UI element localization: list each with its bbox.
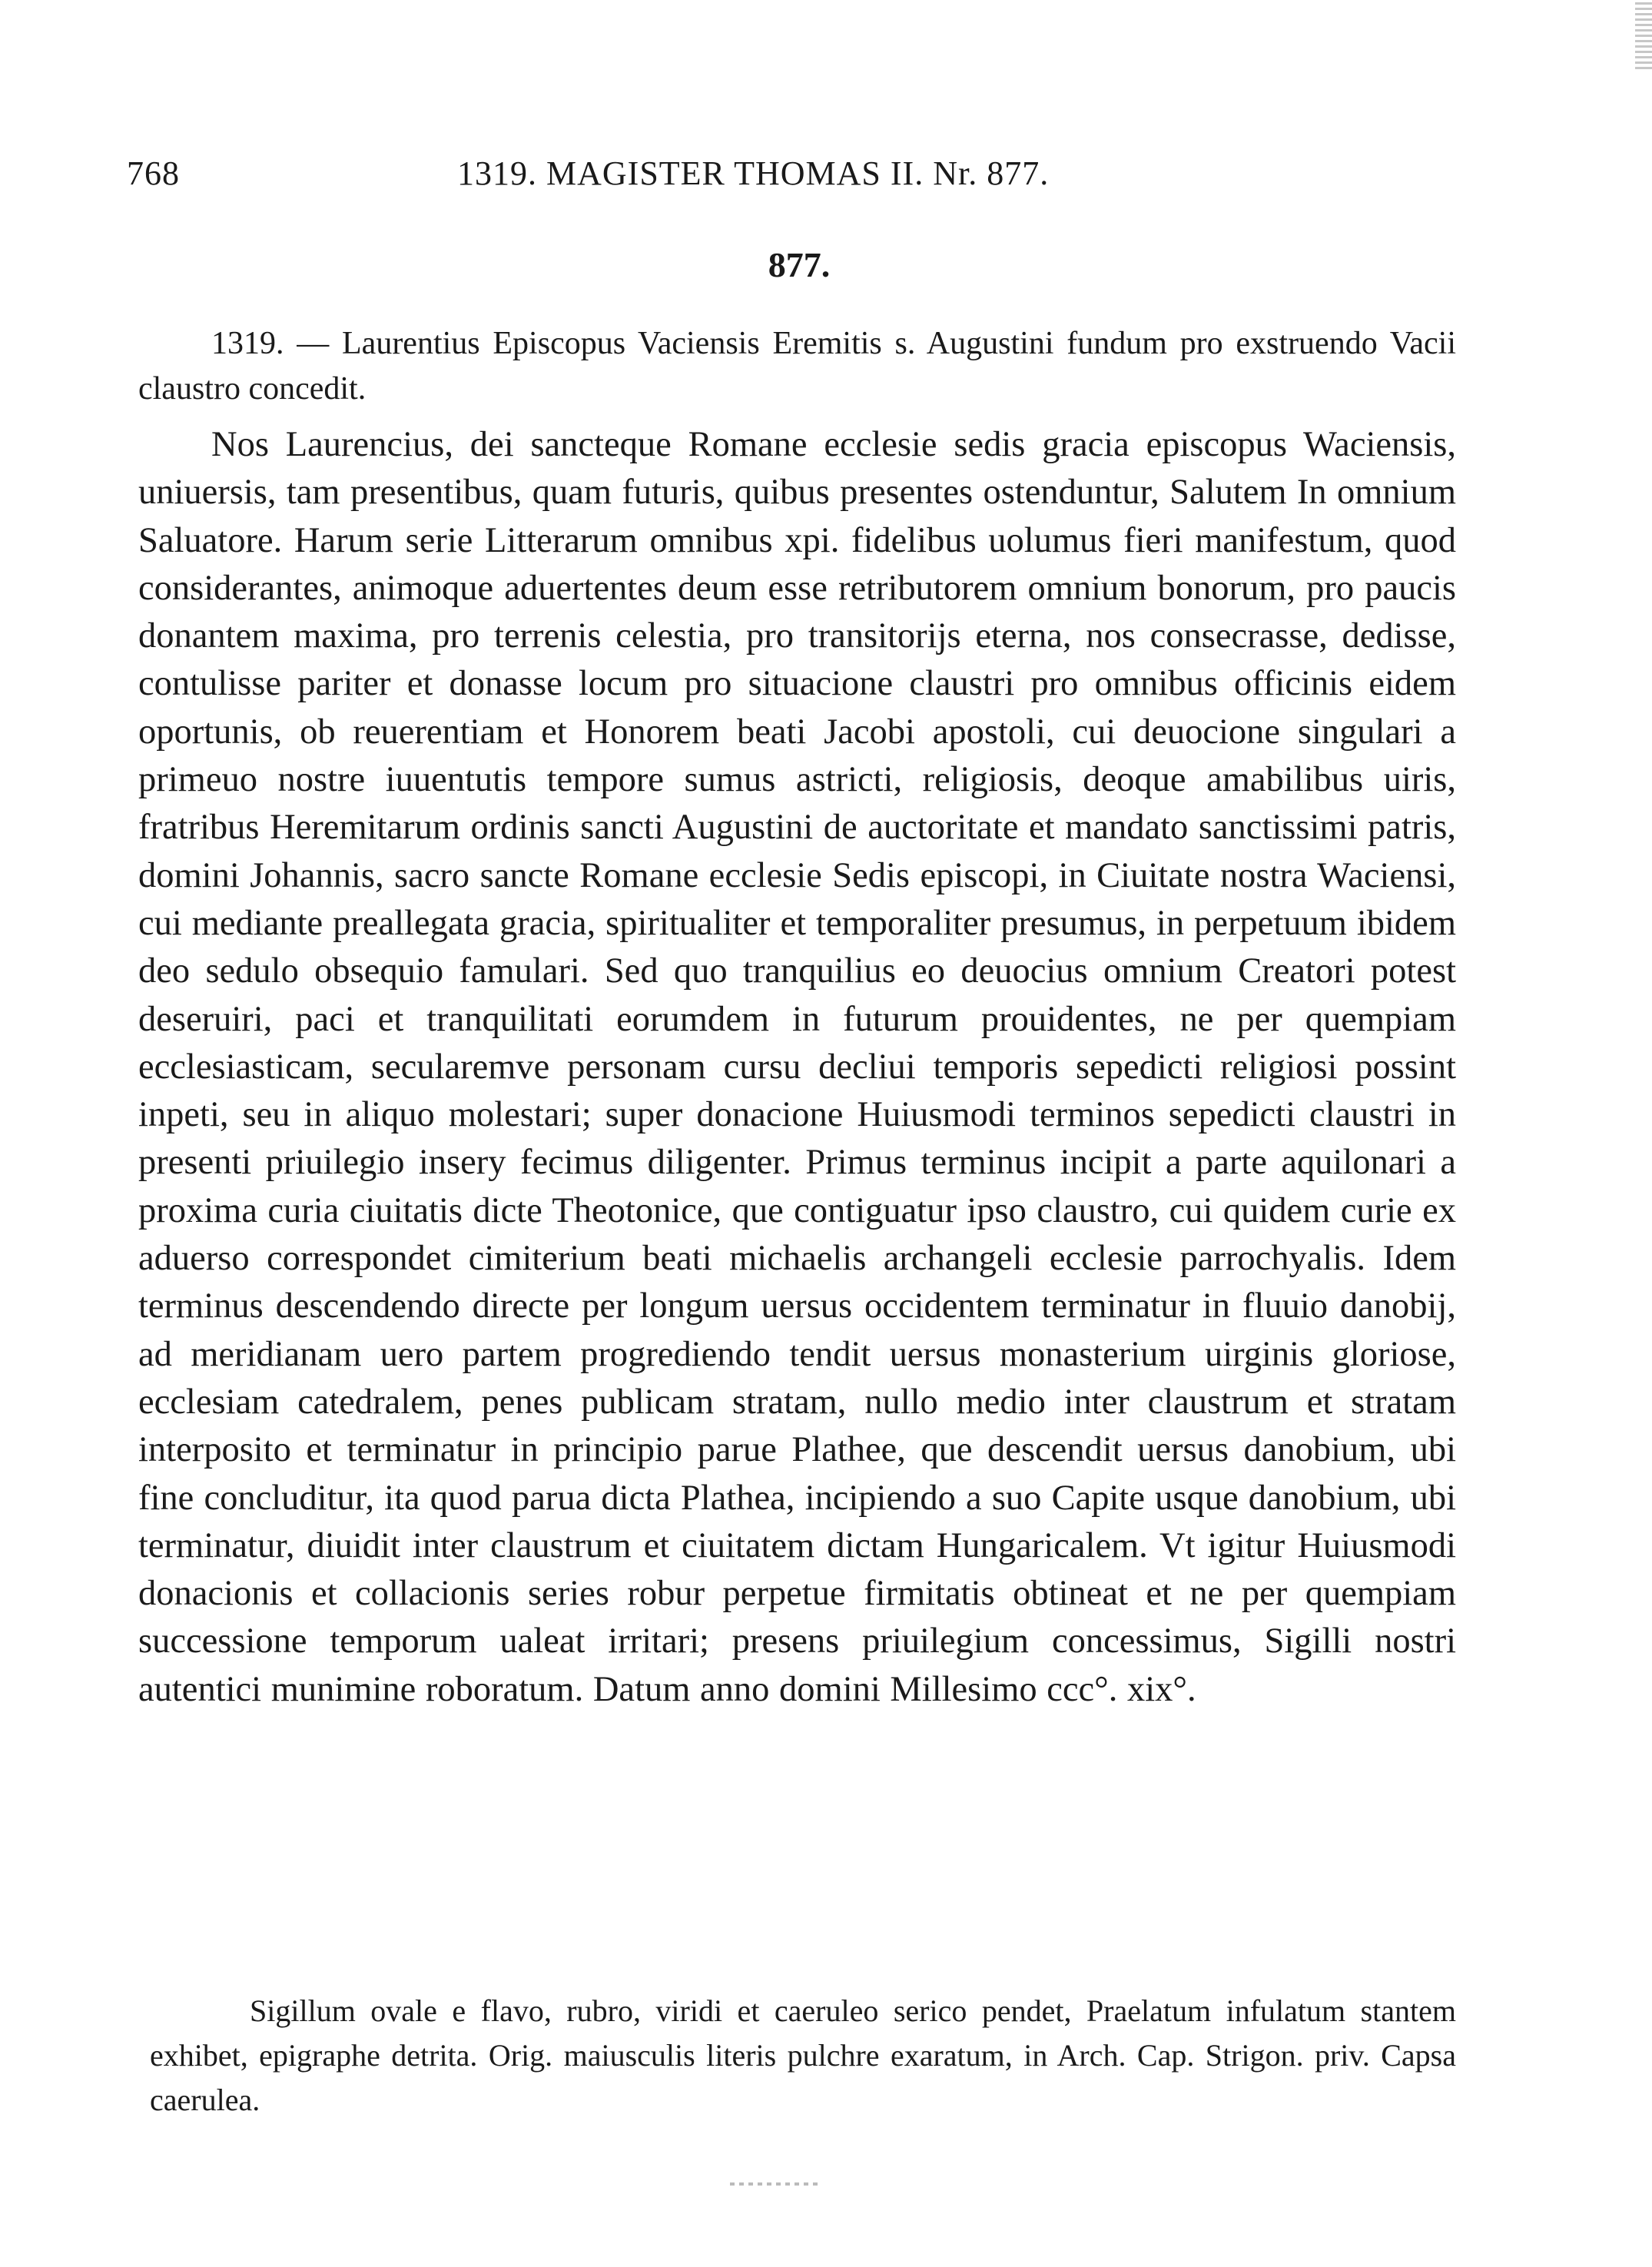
running-title: 1319. MAGISTER THOMAS II. Nr. 877.: [457, 154, 1050, 192]
scan-edge-mark: [1635, 0, 1652, 69]
seal-description-note: Sigillum ovale e flavo, rubro, viridi et caeruleo serico pendet, Praelatum infulatum stantem exhibet, epigraphe detrita. Orig. maiusculis literis pulchre exaratum, in Arch. Cap. Strigon. priv. Capsa caerulea.: [150, 1993, 1456, 2117]
page-end-ornament: [730, 2182, 822, 2186]
page-number: 768: [127, 154, 180, 192]
document-number: 877.: [768, 245, 831, 284]
charter-text: Nos Laurencius, dei sancteque Romane ecclesie sedis gracia episcopus Waciensis, uniuersis, tam presentibus, quam futuris, quibus presentes ostenduntur, Salutem In omnium Saluatore. Harum serie Litterarum omnibus xpi. fidelibus uolumus fieri manifestum, quod considerantes, animoque aduertentes deum esse retributorem omnium bonorum, pro paucis donantem maxima, pro terrenis celestia, pro transitorijs eterna, nos consecrasse, dedisse, contulisse pariter et donasse locum pro situacione claustri pro omnibus officinis eidem oportunis, ob reuerentiam et Honorem beati Jacobi apostoli, cui deuocione singulari a primeuo nostre iuuentutis tempore sumus astricti, religiosis, deoque amabilibus uiris, fratribus Heremitarum ordinis sancti Augustini de auctoritate et mandato sanctissimi patris, domini Johannis, sacro sancte Romane ecclesie Sedis episcopi, in Ciuitate nostra Waciensi, cui mediante preallegata gracia, spiritualiter et temporaliter presumus, in perpetuum ibidem deo sedulo obsequio famulari. Sed quo tranquilius eo deuocius omnium Creatori potest deseruiri, paci et tranquilitati eorumdem in futurum prouidentes, ne per quempiam ecclesiasticam, secularemve personam cursu decliui temporis sepedicti religiosi possint inpeti, seu in aliquo molestari; super donacione Huiusmodi terminos sepedicti claustri in presenti priuilegio insery fecimus diligenter. Primus terminus incipit a parte aquilonari a proxima curia ciuitatis dicte Theotonice, que contiguatur ipso claustro, cui quidem curie ex aduerso correspondet cimiterium beati michaelis archangeli ecclesie parrochyalis. Idem terminus descendendo directe per longum uersus occidentem terminatur in fluuio danobij, ad meridianam uero partem progrediendo tendit uersus monasterium uirginis gloriose, ecclesiam catedralem, penes publicam stratam, nullo medio inter claustrum et stratam interposito et terminatur in principio parue Plathee, que descendit uersus danobium, ubi fine concluditur, ita quod parua dicta Plathea, incipiendo a suo Capite usque danobium, ubi terminatur, diuidit inter claustrum et ciuitatem dictam Hungaricalem. Vt igitur Huiusmodi donacionis et collacionis series robur perpetue firmitatis obtineat et ne per quempiam successione temporum ualeat irritari; presens priuilegium concessimus, Sigilli nostri autentici munimine roboratum. Datum anno domini Millesimo ccc°. xix°.: [138, 425, 1456, 1709]
regest-summary: 1319. — Laurentius Episcopus Vaciensis Eremitis s. Augustini fundum pro exstruendo Vacii claustro concedit.: [138, 326, 1456, 407]
